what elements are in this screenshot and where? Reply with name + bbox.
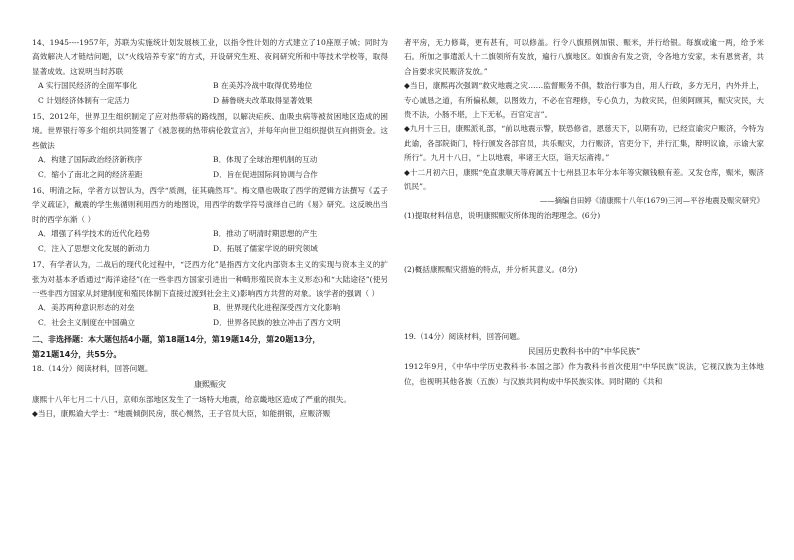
option-b: B 在美苏冷战中取得优势地位	[213, 81, 313, 91]
option-a: A 实行国民经济的全面军事化	[38, 81, 138, 91]
material-paragraph-2: ◆当日，康熙再次强调“救灾地震之灾……监督赈务不俱，数治行事为自，用人行政，多方无月，内外并上，专心诚恳之道，有所偏私颇，以图效力，不必在官理修，专心负力，为救灾民，但须阿顾其，赈灾灾民，大贵不法，小肠不堪，上下无私，百官定言”。	[404, 81, 764, 120]
option-d: D．旨在促进国际间协调与合作	[213, 169, 318, 179]
section-two-line-2: 第21题14分，共55分。	[32, 350, 122, 360]
material-source: ——摘编自田婷《清康熙十八年(1679)三河—平谷地震及赈灾研究》	[539, 196, 764, 206]
question-17	[32, 258, 388, 330]
right-column	[404, 36, 764, 389]
sub-question-2: (2)概括康熙赈灾措施的特点，并分析其意义。(8分)	[404, 265, 578, 275]
question-17-stem: 17、有学者认为，二战后的现代化过程中，“泛西方化”是指西方文化内部资本主义的实现与资本主义的扩张为对基本矛盾通过“海洋途径”(在一些非西方国家引进出一种畸形殖民资本主义形态)和“大陆途径”(使另一些非西方国家从封建制度和殖民体制下直接过渡到社会主义)影响西方共营的对象。该学者的强调（ ）	[32, 260, 388, 298]
option-d: D 赫鲁晓夫改革取得显著效果	[213, 95, 313, 105]
option-b: B．推动了明清时期思想的产生	[213, 229, 318, 239]
question-18-material-title: 康熙赈灾	[194, 379, 226, 389]
option-a: A．构建了国际政治经济新秩序	[38, 155, 143, 165]
question-18-stem: 18.（14分）阅读材料，回答问题。	[32, 364, 153, 374]
question-19-paragraph-1: 1912年9月，《中华中学历史教科书·本国之部》作为教科书首次使用“中华民族”说法，它视汉族为主体地位，也视明其他各族（五族）与汉族共同构成中华民族实体。同时期的《共和	[404, 362, 764, 386]
question-16	[32, 184, 388, 256]
question-18	[32, 362, 388, 421]
section-two-heading	[32, 332, 388, 362]
material-paragraph-1: 者平房，无力修葺，更有甚有，可以修盖。行令八旗照例加银、赈米，并行给银。每旗或逾一两，给予米石。所加之事遣派人十二旗领所有发放，遍行八旗地区。如旗舍有发之资，令各地方安家，未有恩赏者，共合旨要求灾民赈济发放。”	[404, 38, 764, 76]
question-18-paragraph-2: ◆当日，康熙谕大学士：“地震倾倒民房，朕心恻然，王子官员大臣，如能捐银，应赈济赈	[32, 408, 331, 418]
section-two-line-1: 二、非选择题：本大题包括4小题，第18题14分，第19题14分，第20题13分，	[32, 335, 321, 345]
option-b: B．世界现代化进程深受西方文化影响	[213, 303, 341, 313]
left-column	[32, 36, 388, 421]
option-d: D．拓展了儒家学说的研究领域	[213, 243, 318, 253]
answer-space-2	[404, 278, 764, 330]
question-16-stem: 16、明清之际，学者方以智认为，西学“质测，征其确然耳”。梅文鼎也吸取了西学的逻辑方法撰写《孟子学义疏证》，戴震的学生焦循则利用西方的地图说，用西学的数学符号演绎自己的《易》研究。这反映出当时的西学东渐（ ）	[32, 186, 388, 224]
sub-question-1: (1)提取材料信息，说明康熙赈灾所体现的治理理念。(6分)	[404, 210, 601, 220]
option-c: C．社会主义制度在中国确立	[38, 317, 135, 327]
option-b: B．体现了全球治理机制的互动	[213, 155, 318, 165]
option-c: C．注入了思想文化发展的新动力	[38, 243, 151, 253]
question-14-stem: 14、1945----1957年，苏联为实施统计划发展核工业，以指令性计划的方式建立了10座原子城；同时为高效解决人才链结问题，以“火线培养专家”的方式，开设研究生班、夜间研究所和中等技术学校等，取得显著成效。这说明当时苏联	[32, 38, 388, 76]
question-19-stem: 19.（14分）阅读材料，回答问题。	[404, 331, 525, 341]
question-14	[32, 36, 388, 108]
question-17-options	[32, 301, 388, 330]
option-a: A．美苏两种意识形态的对垒	[38, 303, 135, 313]
question-15	[32, 110, 388, 182]
option-c: C 计划经济体制有一定活力	[38, 95, 130, 105]
material-paragraph-3: ◆九月十三日，康熙派礼部，“前以地震示警，朕恐修省，恩慈天下，以期有功，已经宣谕灾户赈济，今特为此谕，各部院衙门，特行颁发各部官员，共乐赈灾，力行赈济，官吏分下，并行汇集，辩明议谕，示谕大家所行”。九月十八日，“上以地震，率诸王大臣，诣天坛斋祷。”	[404, 124, 764, 163]
material-paragraph-4: ◆十二月初六日，康熙“免直隶顺天等府属五十七州县卫本年分本年等灾额钱粮有差。又发仓库，赈米，赈济饥民”。	[404, 167, 764, 192]
answer-space-1	[404, 223, 764, 263]
question-14-options	[32, 79, 388, 108]
question-15-options	[32, 153, 388, 182]
option-a: A．增强了科学技术的近代化趋势	[38, 229, 150, 239]
question-19	[404, 330, 764, 389]
option-d: D．世界各民族的独立冲击了西方文明	[213, 317, 341, 327]
question-18-paragraph-1: 康熙十八年七月二十八日，京师东部地区发生了一场特大地震，给京畿地区造成了严重的损失。	[32, 394, 351, 404]
question-15-stem: 15、2012年，世界卫生组织制定了应对热带病的路线图，以解决疟疾、血吸虫病等被贫困地区造成的困境。世界银行等多个组织共同签署了《被忽视的热带病伦敦宣言》，并每年向世卫组织提供互向捐资金。这些做法	[32, 112, 388, 150]
question-19-material-title: 民国历史教科书中的“中华民族”	[527, 347, 641, 357]
question-16-options	[32, 227, 388, 256]
option-c: C．缩小了南北之间的经济差距	[38, 169, 143, 179]
